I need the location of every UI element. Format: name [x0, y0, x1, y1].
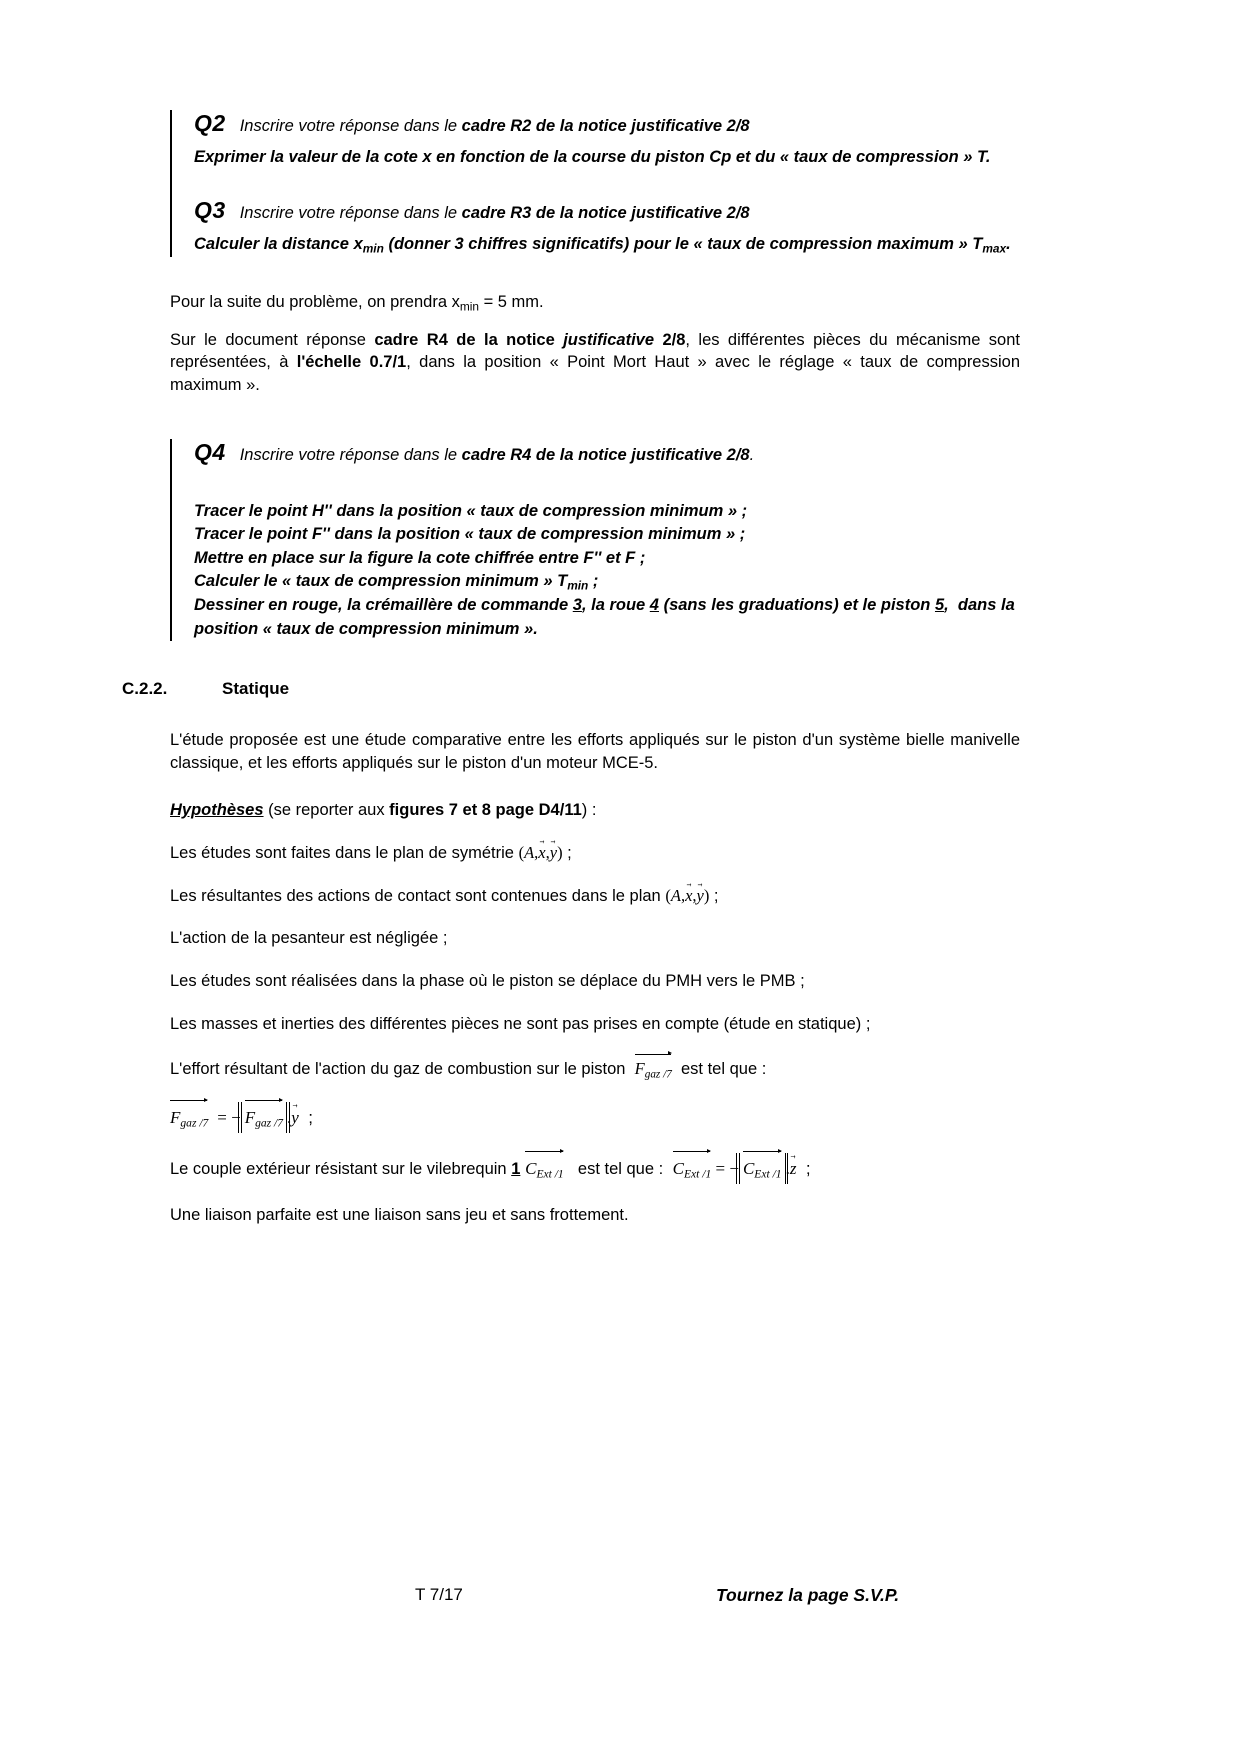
- footer-turn-page-note: Tournez la page S.V.P.: [716, 1585, 900, 1605]
- paragraph-xmin-value: Pour la suite du problème, on prendra $x_{min} = 5$ mm.: [170, 293, 544, 314]
- plane-notation: (A,x →,y →): [665, 886, 709, 905]
- question-q4-heading: [194, 439, 1020, 466]
- question-block-q2-q3: [170, 110, 1020, 257]
- question-q2-heading: [194, 110, 1020, 137]
- q4-task-line: Tracer le point H'' dans la position « taux de compression minimum » ;: [194, 502, 748, 521]
- equation-couple-ext: Le couple extérieur résistant sur le vilebrequin 1 $C_{Ext /1}$ est tel que : $C_{Ext /1}$ = − $C_{Ext /1}$ .z → ;: [170, 1153, 1020, 1184]
- plane-notation: (A,x →,y →): [519, 843, 563, 862]
- question-instruction-q2: Inscrire votre réponse dans le cadre R2 de la notice justificative 2/8: [239, 117, 750, 135]
- q4-task-line: Calculer le « taux de compression minimum » $T_{min}$ ;: [194, 572, 599, 593]
- hypothesis-item-5: Les masses et inerties des différentes pièces ne sont pas prises en compte (étude en statique) ;: [170, 1014, 871, 1033]
- question-task-q4: [194, 500, 1020, 641]
- section-title: Statique: [222, 679, 290, 699]
- question-label-q3: Q3: [194, 196, 226, 223]
- section-number: C.2.2.: [122, 679, 168, 699]
- q4-task-line: Tracer le point F'' dans la position « taux de compression minimum » ;: [194, 525, 746, 544]
- q4-task-line: Mettre en place sur la figure la cote chiffrée entre F'' et F ;: [194, 548, 646, 567]
- question-label-q2: Q2: [194, 110, 226, 136]
- hypotheses-title: Hypothèses: [170, 800, 264, 819]
- hypothesis-item-7: Une liaison parfaite est une liaison sans jeu et sans frottement.: [170, 1206, 629, 1225]
- question-q3-heading: [194, 197, 1020, 224]
- question-task-q2: Exprimer la valeur de la cote x en fonction de la course du piston Cp et du « taux de compression » T.: [194, 148, 991, 166]
- question-block-q4: [170, 439, 1020, 641]
- equation-f-gaz: $F_{gaz /7}$ = − $F_{gaz /7}$ .y → ;: [170, 1102, 1020, 1133]
- question-instruction-q3: Inscrire votre réponse dans le cadre R3 de la notice justificative 2/8: [239, 203, 750, 222]
- hypothesis-item-4: Les études sont réalisées dans la phase où le piston se déplace du PMH vers le PMB ;: [170, 972, 805, 991]
- paragraph-document-reponse: Sur le document réponse cadre R4 de la notice justificative 2/8, les différentes pièces du mécanisme sont représentées, à l'échelle 0.7/1, dans la position « Point Mort Haut » avec le réglage « taux de compression maximum ».: [170, 330, 1021, 395]
- footer-page-number: T 7/17: [415, 1585, 463, 1604]
- question-instruction-q4: Inscrire votre réponse dans le cadre R4 de la notice justificative 2/8.: [239, 446, 755, 465]
- hypothesis-item-1: Les études sont faites dans le plan de symétrie (A,x →,y →) ;: [170, 842, 1020, 865]
- q4-task-line: Dessiner en rouge, la crémaillère de commande 3, la roue 4 (sans les graduations) et le piston 5, dans la position « taux de compression minimum ».: [194, 596, 1015, 638]
- section-heading-statique: [122, 679, 1020, 699]
- question-task-q3: Calculer la distance $x_{min}$ (donner 3 chiffres significatifs) pour le « taux de compression maximum » $T_{max}$.: [194, 234, 1011, 256]
- vector-f-gaz: $F_{gaz /7}$: [635, 1056, 672, 1083]
- question-label-q4: Q4: [194, 439, 226, 466]
- hypothesis-item-2: Les résultantes des actions de contact sont contenues dans le plan (A,x →,y →) ;: [170, 885, 1020, 908]
- hypothesis-item-3: L'action de la pesanteur est négligée ;: [170, 929, 448, 948]
- page-content: [122, 110, 1021, 1247]
- paragraph-section-intro: L'étude proposée est une étude comparative entre les efforts appliqués sur le piston d'un système bielle manivelle classique, et les efforts appliqués sur le piston d'un moteur MCE-5.: [170, 731, 1020, 773]
- vector-c-ext: $C_{Ext /1}$: [525, 1153, 564, 1184]
- unit-vector-y: y →: [291, 1104, 299, 1131]
- hypotheses-heading: Hypothèses (se reporter aux figures 7 et 8 page D4/11) :: [170, 800, 597, 819]
- hypothesis-item-6: L'effort résultant de l'action du gaz de combustion sur le piston $F_{gaz /7}$ est tel que :: [170, 1056, 1020, 1083]
- unit-vector-z: z →: [790, 1155, 797, 1182]
